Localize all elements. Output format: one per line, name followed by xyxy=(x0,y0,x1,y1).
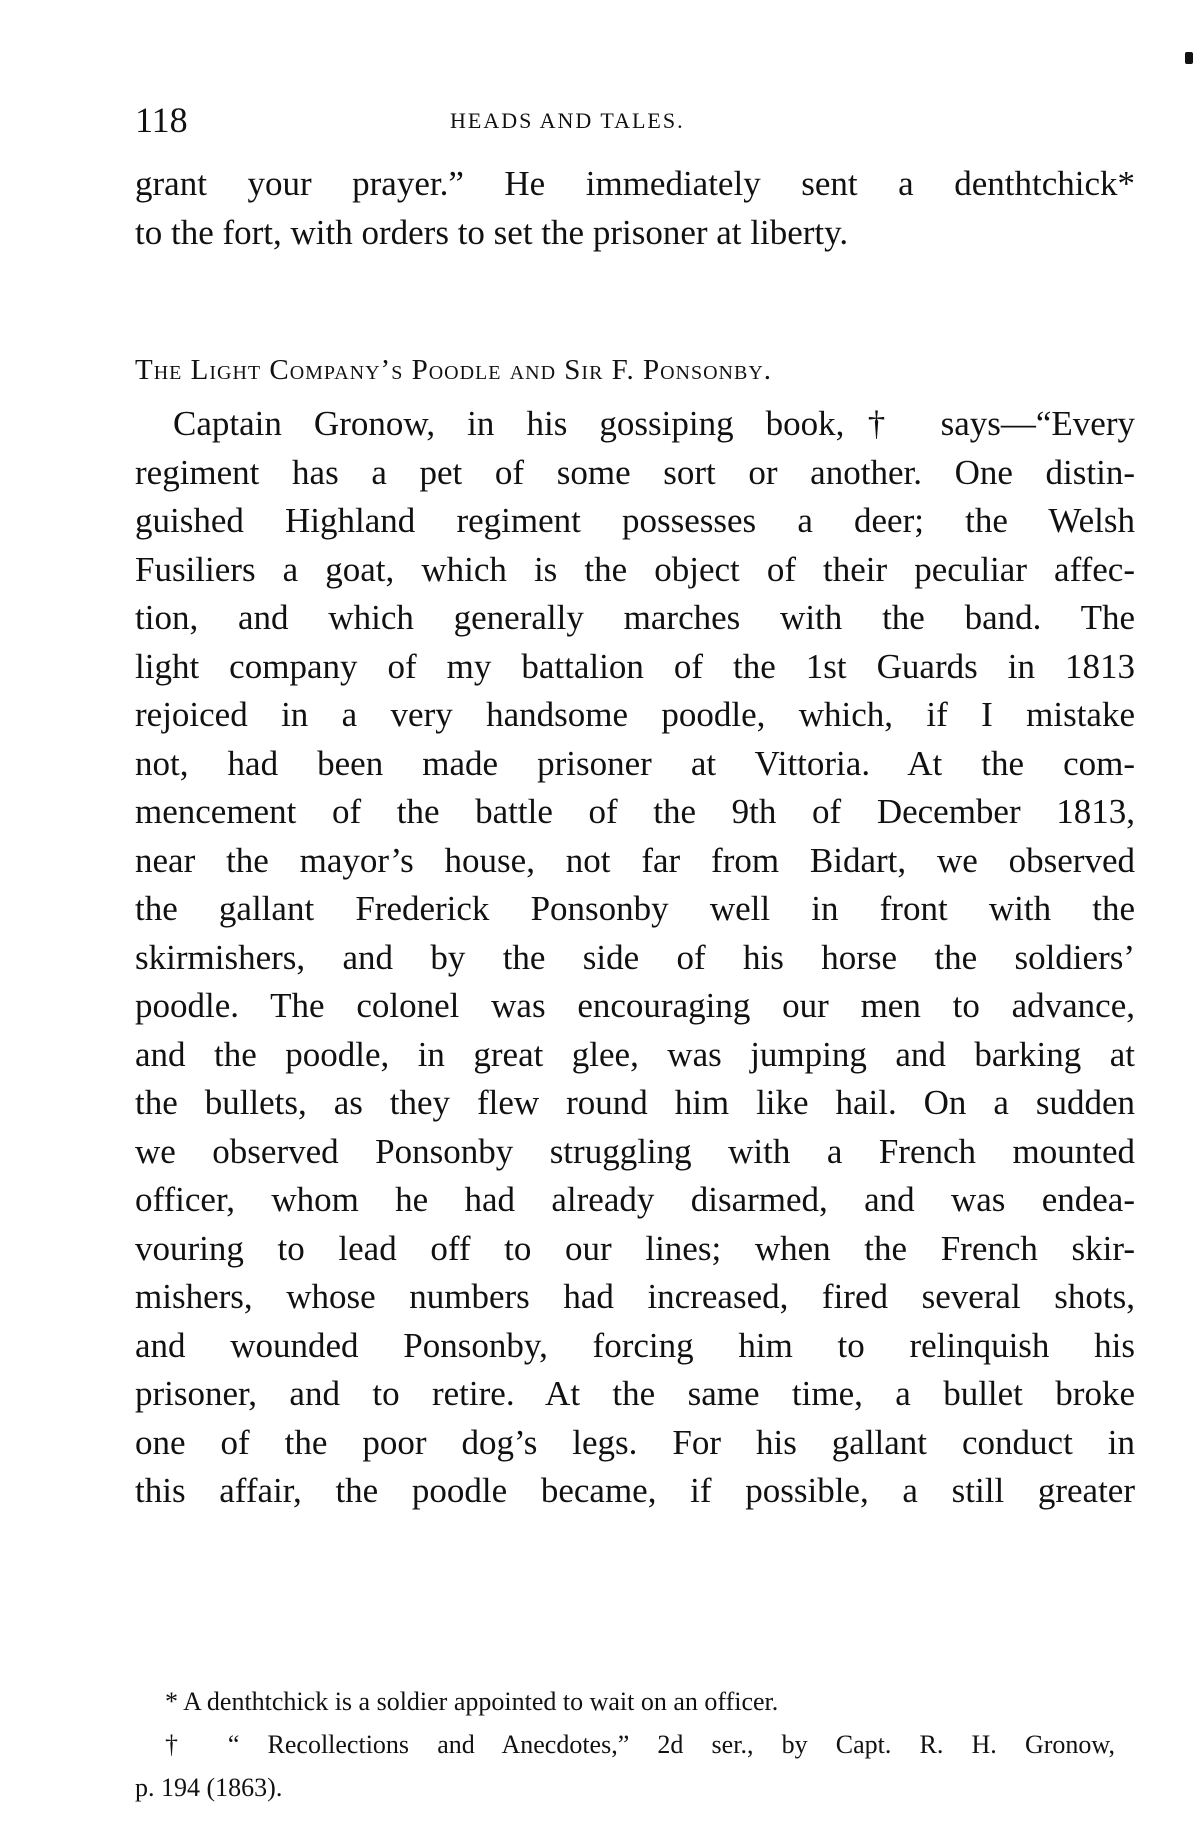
running-header xyxy=(135,100,1115,140)
opening-paragraph xyxy=(135,160,1135,257)
text-line: regiment has a pet of some sort or another. One distin- xyxy=(135,452,1135,492)
text-line: mishers, whose numbers had increased, fired several shots, xyxy=(135,1277,1135,1316)
running-title: HEADS AND TALES. xyxy=(450,108,685,133)
text-line: and the poodle, in great glee, was jumping and barking at xyxy=(135,1034,1135,1074)
text-line: guished Highland regiment possesses a deer; the Welsh xyxy=(135,501,1135,540)
text-line: poodle. The colonel was encouraging our men to advance, xyxy=(135,986,1135,1025)
page-number: 118 xyxy=(135,100,188,140)
text-line: Fusiliers a goat, which is the object of their peculiar affec- xyxy=(135,549,1135,589)
text-line: one of the poor dog’s legs. For his gallant conduct in xyxy=(135,1422,1135,1462)
text-line: not, had been made prisoner at Vittoria. At the com- xyxy=(135,743,1135,783)
text-line: tion, and which generally marches with the band. The xyxy=(135,598,1135,637)
text-line: light company of my battalion of the 1st Guards in 1813 xyxy=(135,646,1135,686)
text-line: we observed Ponsonby struggling with a French mounted xyxy=(135,1131,1135,1171)
text-line: and wounded Ponsonby, forcing him to relinquish his xyxy=(135,1325,1135,1365)
text-line: rejoiced in a very handsome poodle, which, if I mistake xyxy=(135,695,1135,734)
footnotes xyxy=(135,1680,1115,1809)
text-line: grant your prayer.” He immediately sent a denthtchick* xyxy=(135,164,1135,203)
text-line: Captain Gronow, in his gossiping book,† says—“Every xyxy=(173,404,1135,443)
text-line: this affair, the poodle became, if possible, a still greater xyxy=(135,1471,1135,1510)
text-line: near the mayor’s house, not far from Bidart, we observed xyxy=(135,840,1135,880)
footnote: * A denthtchick is a soldier appointed to wait on an officer. xyxy=(165,1687,779,1716)
main-paragraph xyxy=(135,400,1135,1516)
footnote: † “ Recollections and Anecdotes,” 2d ser., by Capt. R. H. Gronow, xyxy=(165,1730,1115,1759)
text-line: prisoner, and to retire. At the same time, a bullet broke xyxy=(135,1374,1135,1413)
footnote-continuation: p. 194 (1863). xyxy=(135,1773,283,1802)
text-line: the bullets, as they flew round him like hail. On a sudden xyxy=(135,1083,1135,1122)
text-line: to the fort, with orders to set the prisoner at liberty. xyxy=(135,212,849,252)
text-line: the gallant Frederick Ponsonby well in front with the xyxy=(135,889,1135,928)
text-line: vouring to lead off to our lines; when the French skir- xyxy=(135,1228,1135,1268)
text-line: officer, whom he had already disarmed, and was endea- xyxy=(135,1180,1135,1219)
text-line: skirmishers, and by the side of his horse the soldiers’ xyxy=(135,937,1135,977)
text-line: mencement of the battle of the 9th of December 1813, xyxy=(135,792,1135,831)
section-heading: The Light Company’s Poodle and Sir F. Ponsonby. xyxy=(135,354,773,386)
scan-mark xyxy=(1185,52,1193,64)
